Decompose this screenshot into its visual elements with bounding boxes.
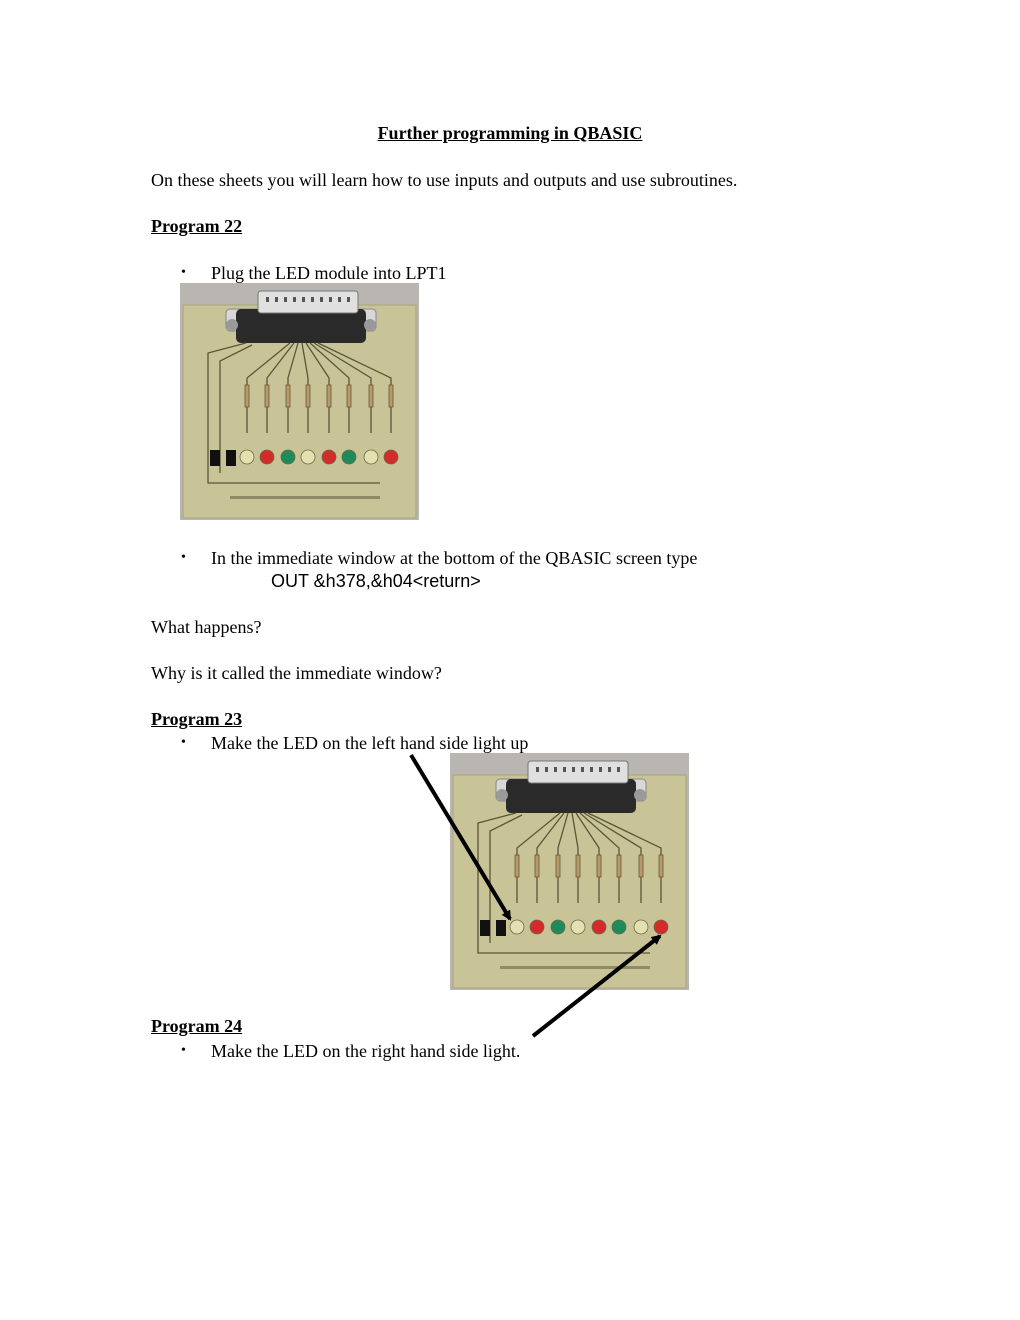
program-23-heading: Program 23: [151, 709, 243, 729]
led: [551, 920, 565, 934]
led: [342, 450, 356, 464]
led: [654, 920, 668, 934]
connector-pin: [293, 297, 296, 302]
resistor: [515, 855, 519, 877]
connector-shell: [258, 291, 358, 313]
connector-pin: [266, 297, 269, 302]
connector-body: [236, 309, 366, 343]
resistor: [327, 385, 331, 407]
resistor: [659, 855, 663, 877]
led: [530, 920, 544, 934]
connector-pin: [554, 767, 557, 772]
connector-pin: [284, 297, 287, 302]
program-24-bullet: Make the LED on the right hand side light.: [211, 1041, 521, 1061]
resistor: [556, 855, 560, 877]
led: [240, 450, 254, 464]
connector-pin: [311, 297, 314, 302]
led: [634, 920, 648, 934]
connector-pin: [536, 767, 539, 772]
resistor: [245, 385, 249, 407]
resistor: [306, 385, 310, 407]
connector-shell: [528, 761, 628, 783]
program-22-heading: Program 22: [151, 216, 243, 236]
connector-pin: [617, 767, 620, 772]
board-label-text: [230, 496, 380, 499]
connector-pin: [572, 767, 575, 772]
resistor: [617, 855, 621, 877]
page-title: Further programming in QBASIC: [377, 123, 643, 143]
resistor: [369, 385, 373, 407]
connector-pin: [302, 297, 305, 302]
resistor: [389, 385, 393, 407]
resistor: [265, 385, 269, 407]
bullet-icon: •: [181, 735, 186, 750]
command-text: OUT &h378,&h04<return>: [271, 571, 481, 591]
led: [364, 450, 378, 464]
switch-component: [480, 920, 490, 936]
connector-pin: [338, 297, 341, 302]
connector-pin: [581, 767, 584, 772]
connector-pin: [563, 767, 566, 772]
led: [571, 920, 585, 934]
switch-component: [226, 450, 236, 466]
screw-right: [634, 789, 646, 801]
led: [322, 450, 336, 464]
connector-body: [506, 779, 636, 813]
led: [260, 450, 274, 464]
led: [301, 450, 315, 464]
connector-pin: [320, 297, 323, 302]
resistor: [347, 385, 351, 407]
screw-left: [226, 319, 238, 331]
switch-component: [496, 920, 506, 936]
connector-pin: [599, 767, 602, 772]
bullet-icon: •: [181, 550, 186, 565]
question-immediate-window: Why is it called the immediate window?: [151, 663, 442, 683]
switch-component: [210, 450, 220, 466]
screw-left: [496, 789, 508, 801]
connector-pin: [590, 767, 593, 772]
connector-pin: [608, 767, 611, 772]
bullet-icon: •: [181, 265, 186, 280]
connector-pin: [545, 767, 548, 772]
led: [384, 450, 398, 464]
question-what-happens: What happens?: [151, 617, 262, 637]
program-23-bullet: Make the LED on the left hand side light up: [211, 733, 529, 753]
resistor: [535, 855, 539, 877]
led-module-photo: [180, 283, 419, 520]
connector-pin: [347, 297, 350, 302]
board-label-text: [500, 966, 650, 969]
connector-pin: [275, 297, 278, 302]
bullet-icon: •: [181, 1043, 186, 1058]
led-module-photo-2: [450, 753, 689, 990]
intro-text: On these sheets you will learn how to use inputs and outputs and use subroutines.: [151, 170, 738, 190]
screw-right: [364, 319, 376, 331]
led: [612, 920, 626, 934]
program-24-heading: Program 24: [151, 1016, 243, 1036]
resistor: [597, 855, 601, 877]
led: [592, 920, 606, 934]
resistor: [286, 385, 290, 407]
led: [281, 450, 295, 464]
program-22-bullet-1: Plug the LED module into LPT1: [211, 263, 447, 283]
program-22-bullet-2: In the immediate window at the bottom of the QBASIC screen type: [211, 548, 698, 568]
resistor: [576, 855, 580, 877]
resistor: [639, 855, 643, 877]
connector-pin: [329, 297, 332, 302]
led: [510, 920, 524, 934]
